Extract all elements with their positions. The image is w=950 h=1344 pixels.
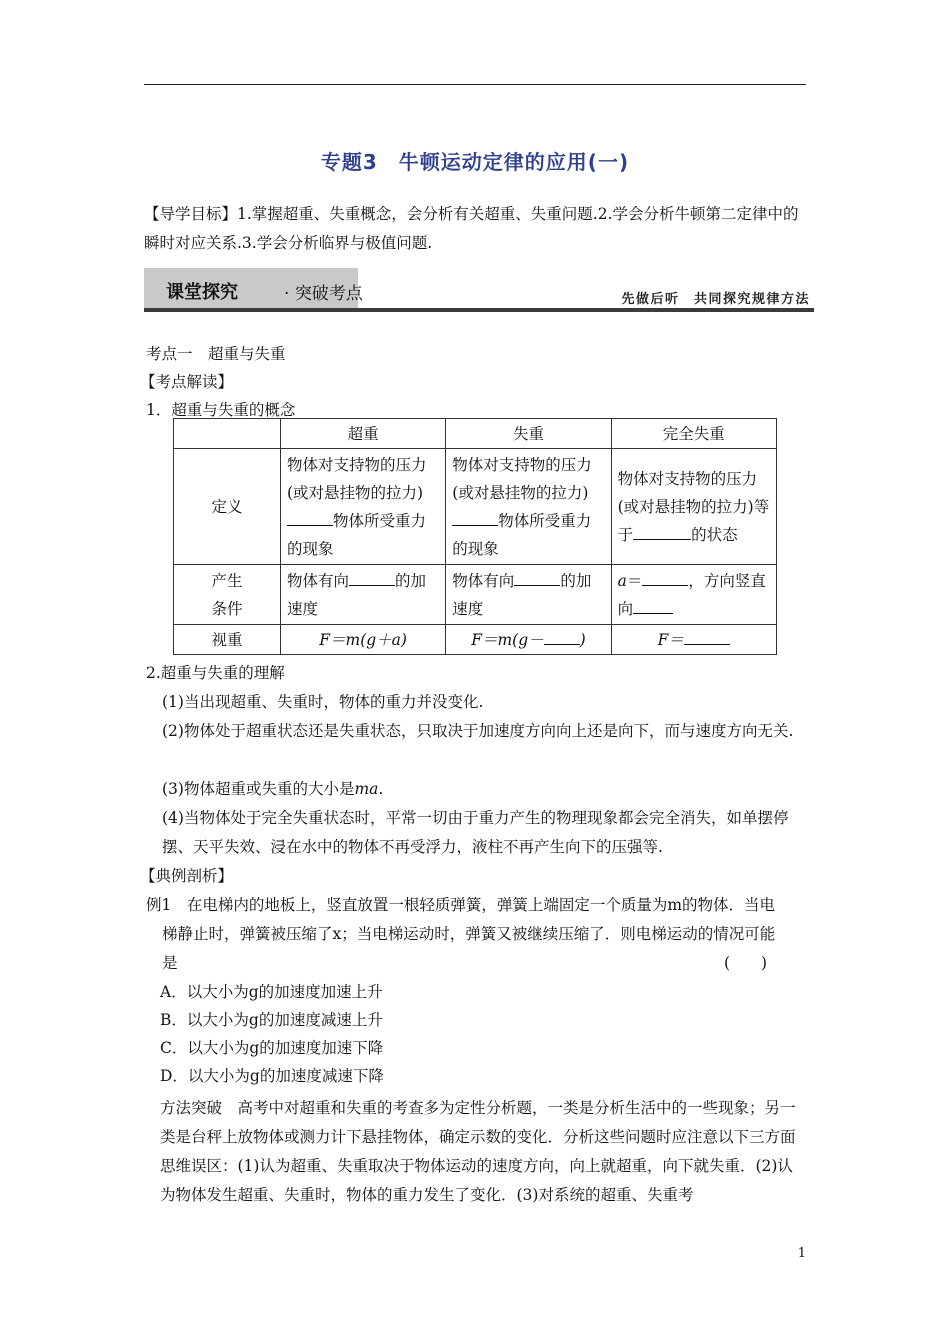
option-a: A．以大小为g的加速度加速上升 — [160, 983, 383, 1001]
table-row-definition — [174, 449, 777, 565]
answer-blank — [642, 567, 688, 586]
understanding-heading: 2.超重与失重的理解 — [146, 664, 285, 682]
cell-text: 的加速度 — [286, 571, 426, 618]
header-overweight: 超重 — [280, 419, 445, 449]
banner-right: 先做后听 共同探究规律方法 — [621, 292, 810, 307]
answer-blank — [633, 521, 691, 540]
cell-def-overweight — [280, 449, 445, 565]
cell-text: 的加速度 — [452, 571, 592, 618]
answer-blank — [287, 507, 333, 526]
answer-blank — [349, 567, 395, 586]
banner-dot: · — [284, 284, 290, 304]
cell-text: 物体有向 — [452, 571, 515, 590]
page-title: 专题3 牛顿运动定律的应用(一) — [320, 150, 630, 174]
cell-text: F＝m(g－ — [471, 630, 544, 649]
cell-app-weightless — [611, 625, 776, 655]
option-b: B．以大小为g的加速度减速上升 — [160, 1011, 383, 1029]
p3-text: (3)物体超重或失重的大小是 — [162, 780, 355, 798]
answer-blank — [452, 507, 498, 526]
cell-text: a — [617, 571, 627, 590]
cell-text: 物体对支持物的压力(或对悬挂物的拉力)等于 — [617, 469, 770, 544]
answer-bracket: ( ) — [724, 954, 768, 972]
banner-sub — [284, 279, 363, 304]
option-d: D．以大小为g的加速度减速下降 — [160, 1067, 384, 1085]
concept-table — [173, 418, 777, 655]
banner-rule — [144, 308, 814, 312]
cell-cond-underweight — [446, 565, 611, 625]
answer-blank — [544, 626, 580, 645]
banner-sub-text: 突破考点 — [294, 284, 363, 304]
table-row-apparent — [174, 625, 777, 655]
cell-text: 条件 — [211, 599, 243, 618]
cell-app-underweight — [446, 625, 611, 655]
reading-tag: 【考点解读】 — [140, 373, 234, 391]
row-label-apparent: 视重 — [174, 625, 281, 655]
cell-app-overweight: F＝m(g＋a) — [280, 625, 445, 655]
table-header-row — [174, 419, 777, 449]
cell-text: F＝ — [657, 630, 684, 649]
row-label-condition — [174, 565, 281, 625]
cell-text: 的状态 — [691, 525, 738, 544]
cell-text: ＝ — [626, 571, 643, 590]
header-rule — [144, 84, 806, 85]
banner-main: 课堂探究 — [166, 282, 238, 303]
cell-text: 物体所受重力的现象 — [452, 511, 592, 558]
cell-text: 物体所受重力的现象 — [286, 511, 426, 558]
understanding-p1: (1)当出现超重、失重时，物体的重力并没变化. — [162, 693, 484, 711]
row-label-definition: 定义 — [174, 449, 281, 565]
table-row-condition — [174, 565, 777, 625]
section-heading: 考点一 超重与失重 — [146, 345, 286, 363]
header-weightless: 完全失重 — [611, 419, 776, 449]
section-banner — [144, 268, 814, 312]
cell-cond-overweight — [280, 565, 445, 625]
example-tag: 【典例剖析】 — [140, 867, 234, 885]
cell-text: 物体对支持物的压力(或对悬挂物的拉力) — [286, 455, 427, 502]
goal-tag: 【导学目标】 — [144, 205, 238, 223]
header-underweight: 失重 — [446, 419, 611, 449]
understanding-p2: (2)物体处于超重状态还是失重状态，只取决于加速度方向向上还是向下，而与速度方向无关. — [162, 722, 794, 740]
answer-blank — [633, 595, 673, 614]
learning-goals — [144, 200, 810, 258]
table-corner — [174, 419, 281, 449]
cell-text: ，方向竖直向 — [617, 571, 766, 618]
example-line-2: 梯静止时，弹簧被压缩了x；当电梯运动时，弹簧又被继续压缩了．则电梯运动的情况可能 — [162, 925, 776, 943]
p3-var: ma — [354, 780, 379, 798]
goal-text: 1.掌握超重、失重概念，会分析有关超重、失重问题.2.学会分析牛顿第二定律中的瞬时对应关系.3.学会分析临界与极值问题. — [144, 205, 799, 252]
option-c: C．以大小为g的加速度加速下降 — [160, 1039, 384, 1057]
answer-blank — [514, 567, 560, 586]
page-number: 1 — [797, 1246, 806, 1261]
cell-text: 产生 — [211, 571, 243, 590]
cell-def-weightless — [611, 449, 776, 565]
cell-text: ) — [579, 630, 586, 649]
method-paragraph: 方法突破 高考中对超重和失重的考查多为定性分析题，一类是分析生活中的一些现象；另一类是台秤上放物体或测力计下悬挂物体，确定示数的变化．分析这些问题时应注意以下三方面思维误区：(1)认为超重、失重取决于物体运动的速度方向，向上就超重，向下就失重．(2)认为物体发生超重、失重时，物体的重力发生了变化．(3)对系统的超重、失重考 — [160, 1099, 796, 1204]
p3-end: . — [378, 780, 384, 798]
example-line-1: 例1 在电梯内的地板上，竖直放置一根轻质弹簧，弹簧上端固定一个质量为m的物体．当电 — [146, 896, 776, 914]
example-line-3: 是 — [162, 954, 178, 972]
concept-heading: 1．超重与失重的概念 — [146, 401, 296, 419]
understanding-p4: (4)当物体处于完全失重状态时，平常一切由于重力产生的物理现象都会完全消失，如单摆停摆、天平失效、浸在水中的物体不再受浮力，液柱不再产生向下的压强等. — [162, 809, 789, 856]
cell-cond-weightless — [611, 565, 776, 625]
understanding-p3 — [162, 775, 808, 804]
cell-def-underweight — [446, 449, 611, 565]
cell-text: 物体对支持物的压力(或对悬挂物的拉力) — [452, 455, 592, 502]
answer-blank — [684, 626, 730, 645]
cell-text: 物体有向 — [286, 571, 349, 590]
